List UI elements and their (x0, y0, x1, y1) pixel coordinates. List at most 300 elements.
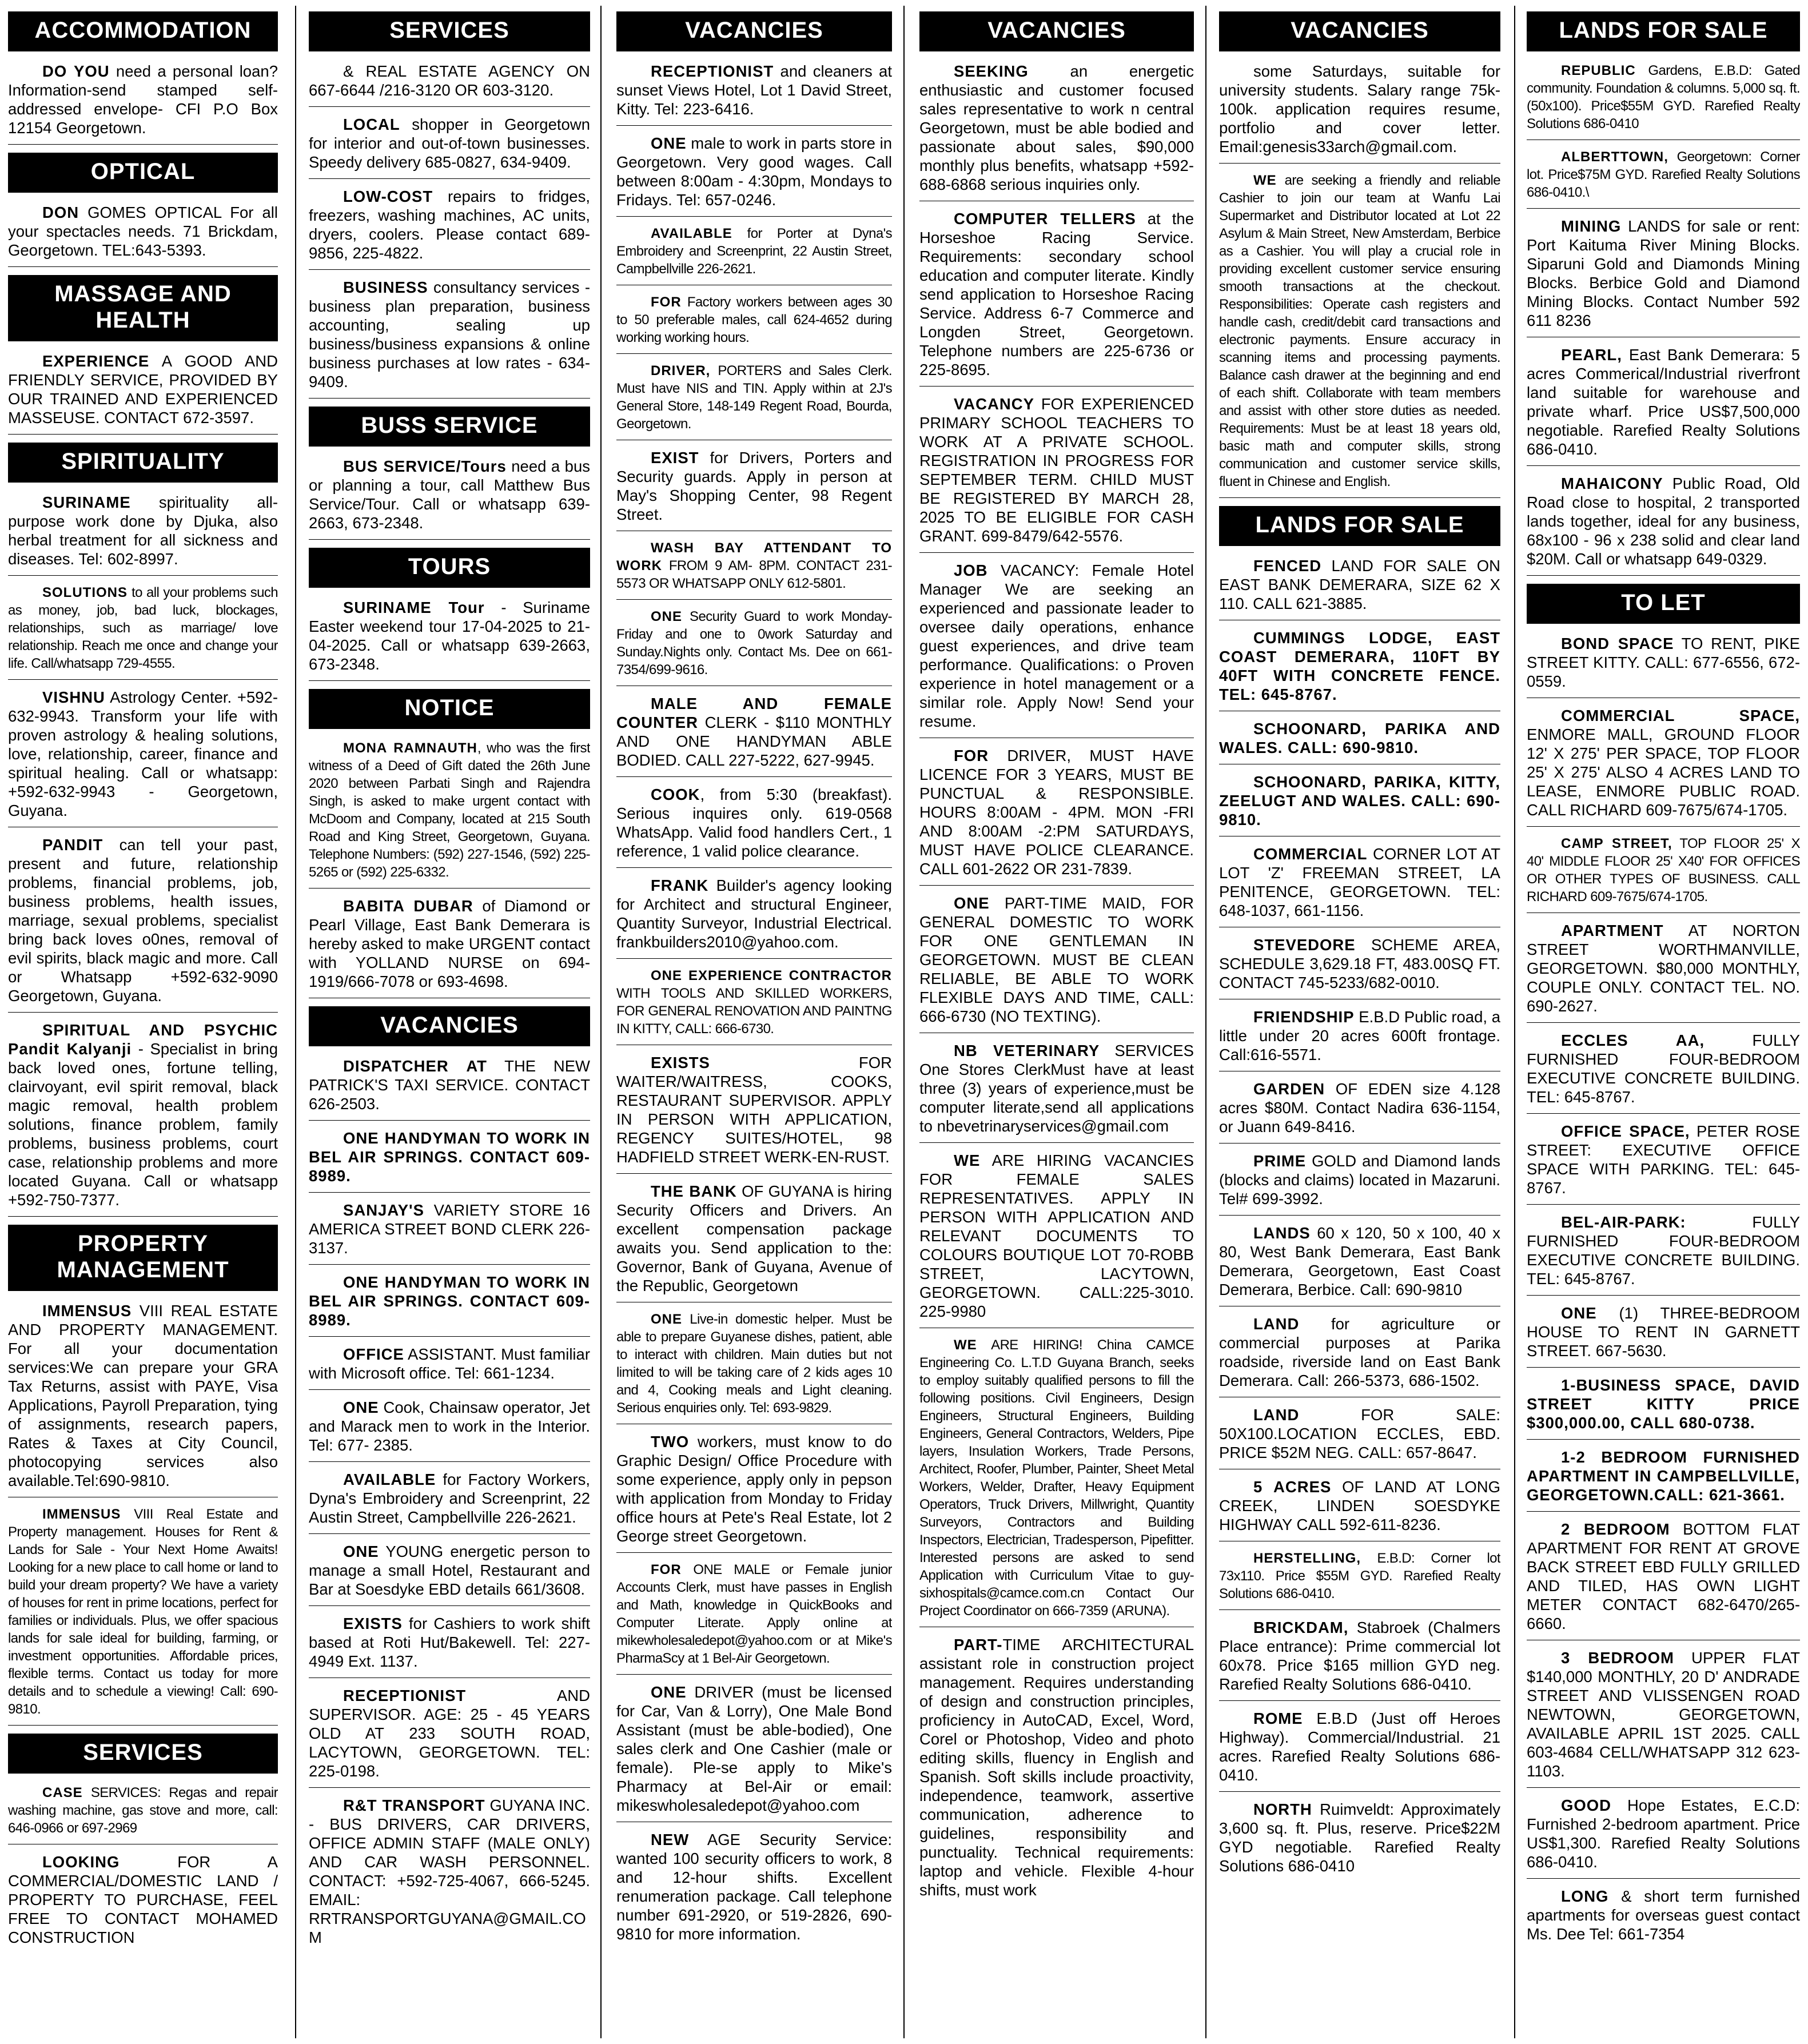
classified-ad (8, 688, 278, 827)
classified-ad (616, 785, 892, 868)
ad-text: THE NEW PATRICK'S TAXI SERVICE. CONTACT 626-2503. (309, 1057, 590, 1113)
ad-lead: JOB (954, 561, 988, 579)
classified-ad (919, 1635, 1194, 1906)
ad-lead: ROME (1253, 1710, 1303, 1727)
section-header: VACANCIES (616, 11, 892, 51)
ad-lead: ONE (651, 1683, 687, 1701)
ad-text: Ruimveldt: Approximately 3,600 sq. ft. Plus, reserve. Price$22M GYD negotiable. Rarefied Realty Solutions 686-0410 (1219, 1800, 1500, 1875)
classified-ad (1527, 921, 1800, 1023)
ad-lead: PRIME (1253, 1152, 1307, 1170)
classified-ad (8, 493, 278, 576)
section-header: BUSS SERVICE (309, 407, 590, 447)
ad-lead: WASH BAY ATTENDANT TO WORK (616, 540, 892, 573)
ad-text: GUYANA INC. - BUS DRIVERS, CAR DRIVERS, OFFICE ADMIN STAFF (MALE ONLY) AND CAR WASH PERSONNEL. CONTACT: +592-725-4067, 666-5245. EMAIL: RRTRANSPORTGUYANA@GMAIL.COM (309, 1796, 590, 1946)
column-1 (8, 8, 278, 2038)
ad-text: OF EDEN size 4.128 acres $80M. Contact Nadira 636-1154, or Juann 649-8416. (1219, 1080, 1500, 1135)
classified-ad (8, 835, 278, 1013)
classified-ad (616, 1683, 892, 1822)
classified-ad (1527, 1448, 1800, 1512)
ad-text: Hope Estates, E.C.D: Furnished 2-bedroom apartment. Price US$1,300. Rarefied Realty Solutions 686-0410. (1527, 1796, 1800, 1871)
ad-text: an energetic enthusiastic and customer focused sales representative to work n central Georgetown, must be able bodied and passionate about sales, $90,000 monthly plus benefits, whatsapp +592-688-6868 serious inquiries only. (919, 62, 1194, 193)
classified-ad (309, 1201, 590, 1265)
section-header: OPTICAL (8, 153, 278, 193)
ad-lead: FRIENDSHIP (1253, 1008, 1355, 1026)
ad-lead: DO YOU (42, 62, 110, 80)
ad-text: ARE HIRING VACANCIES FOR FEMALE SALES REPRESENTATIVES. APPLY IN PERSON WITH APPLICATION AND RELEVANT DOCUMENTS TO COLOURS BOUTIQUE LOT 70-ROBB STREET, LACYTOWN, GEORGETOWN. CALL:225-3010. 225-9980 (919, 1152, 1194, 1320)
ad-lead: ONE (651, 134, 687, 152)
ad-text: E.B.D: Corner lot 73x110. Price $55M GYD. Rarefied Realty Solutions 686-0410. (1219, 1551, 1500, 1601)
classified-ad (8, 1852, 278, 1954)
ad-text: WITH TOOLS AND SKILLED WORKERS, FOR GENERAL RENOVATION AND PAINTNG IN KITTY, CALL: 666-6730. (616, 986, 892, 1037)
ad-lead: WE (954, 1337, 977, 1353)
ad-text: Gardens, E.B.D: Gated community. Foundation & columns. 5,000 sq. ft. (50x100). Price$55M GYD. Rarefied Realty Solutions 686-0410 (1527, 63, 1800, 132)
ad-lead: DISPATCHER AT (343, 1057, 487, 1075)
ad-text: (1) THREE-BEDROOM HOUSE TO RENT IN GARNETT STREET. 667-5630. (1527, 1304, 1800, 1360)
classified-ad (309, 1796, 590, 1954)
classified-ad (1219, 628, 1500, 711)
ad-lead: LAND (1253, 1315, 1300, 1333)
classified-ad (1219, 1007, 1500, 1071)
classified-ad (919, 746, 1194, 886)
ad-text: Factory workers between ages 30 to 50 preferable males, call 624-4652 during working working hours. (616, 294, 892, 345)
classified-ad (919, 395, 1194, 553)
ad-text: Live-in domestic helper. Must be able to prepare Guyanese dishes, patient, able to interact with children. Main duties but not limited to will be taking care of 2 kids ages 10 and 4, Cooking meals and Light cleaning. Serious enquiries only. Tel: 693-9829. (616, 1312, 892, 1416)
ad-text: YOUNG energetic person to manage a small Hotel, Restaurant and Bar at Soesdyke EBD details 661/3608. (309, 1543, 590, 1598)
ad-lead: SANJAY'S (343, 1201, 424, 1219)
ad-lead: IMMENSUS (42, 1302, 132, 1320)
classified-ad (1219, 1079, 1500, 1143)
classified-ad (919, 62, 1194, 201)
ad-text: SERVICES: Regas and repair washing machine, gas stove and more, call: 646-0966 or 697-2969 (8, 1785, 278, 1836)
ad-text: GOMES OPTICAL For all your spectacles needs. 71 Brickdam, Georgetown. TEL:643-5393. (8, 204, 278, 259)
ad-text: AGE Security Service: wanted 100 security officers to work, 8 and 12-hour shifts. Excellent renumeration package. Call telephone number 691-2920, or 519-2826, 690-9810 for more information. (616, 1831, 892, 1943)
section-header: LANDS FOR SALE (1219, 506, 1500, 546)
classified-ad (616, 134, 892, 217)
ad-lead: RECEPTIONIST (651, 62, 774, 80)
classified-ad (1219, 772, 1500, 836)
ad-lead: WE (954, 1152, 981, 1169)
classified-ad (1527, 1376, 1800, 1440)
section-header: LANDS FOR SALE (1527, 11, 1800, 51)
column-4 (919, 8, 1194, 2038)
ad-text: workers, must know to do Graphic Design/ Office Procedure with some experience, apply only in pepson with application from Monday to Friday office hours at Pete's Real Estate, lot 2 George street Georgetown. (616, 1433, 892, 1545)
ad-lead: MONA RAMNAUTH (343, 740, 477, 756)
ad-lead: CASE (42, 1785, 83, 1800)
ad-text: CORNER LOT AT LOT 'Z' FREEMAN STREET, LA PENITENCE, GEORGETOWN. TEL: 648-1037, 661-1156. (1219, 845, 1500, 919)
section-header: VACANCIES (309, 1006, 590, 1046)
column-6 (1527, 8, 1800, 2038)
classified-ad (1527, 217, 1800, 337)
ad-text: ONE MALE or Female junior Accounts Clerk, must have passes in English and Math, knowledge in QuickBooks and Computer Literate. Apply online at mikewholesaledepot@yahoo.com or at Mike's PharmaScy at 1 Bel-Air Georgetown. (616, 1562, 892, 1666)
ad-text: DRIVER, MUST HAVE LICENCE FOR 3 YEARS, MUST BE PUNCTUAL & RESPONSIBLE. HOURS 8:00AM - 4PM. MON -FRI AND 8:00AM -2:PM SATURDAYS, MUST HAVE POLICE CLEARANCE. CALL 601-2622 OR 231-7839. (919, 747, 1194, 878)
classified-ad (1219, 1709, 1500, 1792)
section-header: VACANCIES (919, 11, 1194, 51)
ad-text: Astrology Center. +592-632-9943. Transform your life with proven astrology & healing solutions, love, relationship, career, finance and spiritual healing. Call or whatsapp: +592-632-9943 - Georgetown, Guyana. (8, 688, 278, 819)
ad-text: Public Road, Old Road close to hospital, 2 transported lands together, ideal for any business, 68x100 - 96 x 238 solid and clear land $20M. Call or whatsapp 649-0329. (1527, 475, 1800, 568)
classified-ad (1527, 1648, 1800, 1788)
column-3 (616, 8, 892, 2038)
ad-lead: BABITA DUBAR (343, 897, 473, 915)
classified-ad (1219, 1224, 1500, 1306)
ad-lead: GARDEN (1253, 1080, 1325, 1098)
ad-lead: SPIRITUAL AND PSYCHIC Pandit Kalyanji (8, 1021, 278, 1058)
ad-text: GOLD and Diamond lands (blocks and claims) located in Mazaruni. Tel# 699-3992. (1219, 1152, 1500, 1208)
classified-ad (616, 293, 892, 354)
classified-ad (8, 62, 278, 145)
ad-text: PORTERS and Sales Clerk. Must have NIS and TIN. Apply within at 2J's General Store, 148-149 Regent Road, Bourda, Georgetown. (616, 363, 892, 432)
ad-text: AT NORTON STREET WORTHMANVILLE, GEORGETOWN. $80,000 MONTHLY, COUPLE ONLY. CONTACT TEL. NO. 690-2627. (1527, 922, 1800, 1015)
section-header: ACCOMMODATION (8, 11, 278, 51)
classified-ad (616, 876, 892, 959)
ad-lead: STEVEDORE (1253, 936, 1356, 954)
ad-text: - Suriname Easter weekend tour 17-04-2025 to 21-04-2025. Call or whatsapp 639-2663, 673-2348. (309, 599, 590, 673)
classified-ad (1527, 345, 1800, 466)
ad-lead: ONE (343, 1543, 379, 1560)
ad-lead: SURINAME (42, 493, 131, 511)
classified-ad (616, 694, 892, 777)
classified-ad (616, 1830, 892, 1950)
ad-text: FOR EXPERIENCED PRIMARY SCHOOL TEACHERS TO WORK AT A PRIVATE SCHOOL. REGISTRATION IN PROGRESS FOR SEPTEMBER TERM. CHILD MUST BE REGISTERED BY MARCH 28, 2025 TO BE ELIGIBLE FOR CASH GRANT. 699-8479/642-5576. (919, 395, 1194, 545)
ad-text: TOP FLOOR 25' X 40' MIDDLE FLOOR 25' X40' FOR OFFICES OR OTHER TYPES OF BUSINESS. CALL RICHARD 609-7675/674-1705. (1527, 836, 1800, 905)
ad-lead: OFFICE SPACE, (1561, 1122, 1690, 1140)
classified-ad (1219, 556, 1500, 620)
classified-ad (309, 1686, 590, 1788)
classified-ad (309, 1614, 590, 1678)
section-header: MASSAGE AND HEALTH (8, 275, 278, 341)
ad-text: repairs to fridges, freezers, washing machines, AC units, dryers, coolers. Please contact 689-9856, 225-4822. (309, 188, 590, 262)
ad-lead: 1-2 BEDROOM FURNISHED APARTMENT IN CAMPBELLVILLE, GEORGETOWN.CALL: 621-3661. (1527, 1448, 1800, 1504)
ad-lead: FOR (954, 747, 989, 764)
section-header: TOURS (309, 548, 590, 588)
ad-lead: CUMMINGS LODGE, EAST COAST DEMERARA, 110FT BY 40FT WITH CONCRETE FENCE. TEL: 645-8767. (1219, 629, 1500, 703)
ad-text: at the Horseshoe Racing Service. Requirements: secondary school education and computer literate. Kindly send application to Horseshoe Racing Service. Address 6-7 Commerce and Longden Street, Georgetown. Telephone numbers are 225-6736 or 225-8695. (919, 210, 1194, 378)
ad-lead: REPUBLIC (1561, 63, 1636, 78)
ad-lead: ONE (343, 1398, 379, 1416)
classified-ad (1527, 1122, 1800, 1205)
column-divider (1205, 6, 1206, 2038)
classified-ad (1527, 474, 1800, 576)
ad-lead: LANDS (1253, 1224, 1311, 1242)
ad-lead: BRICKDAM, (1253, 1619, 1349, 1636)
ad-text: , from 5:30 (breakfast). Serious inquires only. 619-0568 WhatsApp. Valid food handlers Cert., 1 reference, 1 valid police clearance. (616, 786, 892, 860)
ad-lead: THE BANK (651, 1182, 737, 1200)
ad-lead: BUSINESS (343, 278, 428, 296)
ad-lead: COMMERCIAL SPACE, (1561, 707, 1800, 724)
ad-lead: LOW-COST (343, 188, 433, 205)
ad-text: need a personal loan? Information-send stamped self-addressed envelope- CFI P.O Box 12154 Georgetown. (8, 62, 278, 137)
classified-ad (1527, 1887, 1800, 1950)
ad-text: & REAL ESTATE AGENCY ON 667-6644 /216-3120 OR 603-3120. (309, 62, 590, 99)
ad-text: some Saturdays, suitable for university students. Salary range 75k-100k. application requires resume, portfolio and cover letter. Email:genesis33arch@gmail.com. (1219, 62, 1500, 156)
classified-ad (309, 187, 590, 270)
ad-lead: FENCED (1253, 557, 1322, 575)
ad-lead: ONE (651, 609, 683, 624)
classified-ad (8, 203, 278, 267)
classified-ad (616, 1310, 892, 1424)
ad-text: BOTTOM FLAT APARTMENT FOR RENT AT GROVE BACK STREET EBD FULLY GRILLED AND TILED, HAS OWN LIGHT METER CONTACT 682-6470/265-6660. (1527, 1520, 1800, 1632)
ad-lead: CAMP STREET, (1561, 836, 1672, 851)
ad-text: OF GUYANA is hiring Security Officers and Drivers. An excellent compensation package awaits you. Send application to the: Governor, Bank of Guyana, Avenue of the Republic, Georgetown (616, 1182, 892, 1294)
ad-lead: WE (1253, 173, 1277, 188)
classified-ad (1219, 1477, 1500, 1541)
ad-lead: VACANCY (954, 395, 1034, 413)
ad-lead: ONE HANDYMAN TO WORK IN BEL AIR SPRINGS. CONTACT 609-8989. (309, 1273, 590, 1329)
ad-text: & short term furnished apartments for overseas guest contact Ms. Dee Tel: 661-7354 (1527, 1887, 1800, 1943)
classified-ad (8, 1784, 278, 1844)
classified-ad (1527, 62, 1800, 140)
ad-lead: LONG (1561, 1887, 1609, 1905)
classified-ad (309, 1273, 590, 1337)
ad-lead: ALBERTTOWN, (1561, 149, 1668, 165)
ad-lead: PANDIT (42, 836, 103, 854)
classified-ad (309, 1129, 590, 1193)
ad-text: and cleaners at sunset Views Hotel, Lot 1 David Street, Kitty. Tel: 223-6416. (616, 62, 892, 118)
ad-text: SERVICES One Stores ClerkMust have at least three (3) years of experience,must be computer literate,send all applications to nbevetrinaryservices@gmail.com (919, 1042, 1194, 1135)
ad-text: FROM 9 AM- 8PM. CONTACT 231-5573 OR WHATSAPP ONLY 612-5801. (616, 558, 892, 591)
classified-ad (1219, 719, 1500, 764)
classified-ad (1219, 1800, 1500, 1882)
ad-lead: GOOD (1561, 1796, 1612, 1814)
classified-ad (8, 1021, 278, 1217)
classified-ad (616, 448, 892, 531)
ad-lead: BOND SPACE (1561, 635, 1674, 652)
classified-ad (919, 1336, 1194, 1627)
ad-text: UPPER FLAT $140,000 MONTHLY, 20 D' ANDRADE STREET AND VLISSENGEN ROAD NEWTOWN, GEORGETOWN, AVAILABLE APRIL 1ST 2025. CALL 603-4684 CELL/WHATSAPP 312 623-1103. (1527, 1649, 1800, 1780)
ad-lead: EXISTS (343, 1615, 403, 1632)
classified-ad (1527, 1031, 1800, 1114)
ad-lead: SCHOONARD, PARIKA, KITTY, ZEELUGT AND WALES. CALL: 690-9810. (1219, 773, 1500, 828)
section-header: SERVICES (8, 1734, 278, 1774)
ad-lead: R&T TRANSPORT (343, 1796, 485, 1814)
ad-text: PETER ROSE STREET: EXECUTIVE OFFICE SPACE WITH PARKING. TEL: 645-8767. (1527, 1122, 1800, 1197)
classified-ad (309, 62, 590, 107)
ad-text: ENMORE MALL, GROUND FLOOR 12' X 275' PER SPACE, TOP FLOOR 25' X 275' ALSO 4 ACRES LAND TO LEASE, ENMORE PUBLIC ROAD. CALL RICHARD 609-7675/674-1705. (1527, 726, 1800, 819)
ad-text: for Drivers, Porters and Security guards. Apply in person at May's Shopping Center, 98 Regent Street. (616, 449, 892, 523)
classified-ad (309, 1542, 590, 1606)
ad-lead: BUS SERVICE/Tours (343, 457, 507, 475)
ad-lead: OFFICE (343, 1345, 404, 1363)
classified-ad (309, 278, 590, 399)
ad-text: , who was the first witness of a Deed of Gift dated the 26th June 2020 between Parbati Singh and Rajendra Singh, is asked to make urgent contact with McDoom and Company, located at 215 South Road and King Street, Georgetown, Guyana. Telephone Numbers: (592) 227-1546, (592) 225-5265 or (592) 225-6332. (309, 740, 590, 880)
classified-ad (919, 894, 1194, 1033)
classified-ad (1219, 1618, 1500, 1701)
ad-text: for agriculture or commercial purposes at Parika roadside, riverside land on East Bank Demerara. Call: 266-5373, 686-1502. (1219, 1315, 1500, 1389)
classified-ad (309, 115, 590, 179)
classified-ad (616, 539, 892, 600)
ad-text: AND SUPERVISOR. AGE: 25 - 45 YEARS OLD AT 233 SOUTH ROAD, LACYTOWN, GEORGETOWN. TEL: 225-0198. (309, 1687, 590, 1780)
ad-lead: AVAILABLE (651, 226, 732, 241)
ad-text: PART-TIME MAID, FOR GENERAL DOMESTIC TO WORK FOR ONE GENTLEMAN IN GEORGETOWN. MUST BE CLEAN RELIABLE, BE ABLE TO WORK FLEXIBLE DAYS AND TIME, CALL: 666-6730 (NO TEXTING). (919, 894, 1194, 1025)
section-header: VACANCIES (1219, 11, 1500, 51)
ad-lead: FOR (651, 1562, 682, 1577)
classified-ad (616, 967, 892, 1045)
column-divider (1514, 6, 1515, 2038)
ad-text: need a bus or planning a tour, call Matthew Bus Service/Tour. Call or whatsapp 639-2663, 673-2348. (309, 457, 590, 532)
ad-lead: NEW (651, 1831, 690, 1848)
ad-text: - Specialist in bring back loved ones, fortune telling, clairvoyant, evil spirit removal, black magic removal, health problem solutions, finance problem, family problems, business problems, court case, relationship problems and more located Guyana. Call or whatsapp +592-750-7377. (8, 1040, 278, 1209)
ad-lead: ONE (651, 1312, 683, 1327)
ad-lead: ONE (1561, 1304, 1597, 1322)
ad-text: Builder's agency looking for Architect and structural Engineer, Quantity Surveyor, Industrial Electrical. frankbuilders2010@yahoo.com. (616, 876, 892, 951)
ad-lead: COOK (651, 786, 700, 803)
classified-ad (616, 1053, 892, 1174)
ad-lead: FOR (651, 294, 682, 310)
classified-ad (616, 608, 892, 686)
section-header: PROPERTY MANAGEMENT (8, 1225, 278, 1291)
ad-lead: COMMERCIAL (1253, 845, 1368, 863)
ad-text: ARE HIRING! China CAMCE Engineering Co. L.T.D Guyana Branch, seeks to employ suitably qualified persons to fill the following positions. Civil Engineers, Design Engineers, Structural Engineers, Building Engineers, General Contractors, Welders, Pipe layers, Insulation Workers, Trade Persons, Architect, Roofer, Plumber, Painter, Sheet Metal Workers, Welder, Drafter, Heavy Equipment Operators, Truck Drivers, Millwright, Quantity Surveyors, Contractors and Building Inspectors, Electrician, Tradesperson, Pipefitter. Interested persons are asked to send Application with Curriculum Vitae to guy-sixhospitals@camce.com.cn Contact Our Project Coordinator on 666-7359 (ARUNA). (919, 1337, 1194, 1619)
ad-lead: HERSTELLING, (1253, 1551, 1361, 1566)
ad-text: are seeking a friendly and reliable Cashier to join our team at Wanfu Lai Supermarket and Distributor located at Lot 22 Asylum & Main Street, New Amsterdam, Berbice as a Cashier. You will play a crucial role in providing excellent customer service ensuring smooth transactions at the checkout. Responsibilities: Operate cash registers and handle cash, credit/debit card transactions and electronic payments. Ensure accuracy in scanning items and processing payments. Balance cash drawer at the beginning and end of each shift. Collaborate with team members and assist with other store duties as needed. Requirements: Must be at least 18 years old, basic math and computer skills, strong communication and customer service skills, fluent in Chinese and English. (1219, 173, 1500, 489)
classified-ad (309, 897, 590, 998)
ad-lead: MAHAICONY (1561, 475, 1663, 492)
classified-ad (1527, 1213, 1800, 1296)
classified-ad (1219, 1314, 1500, 1397)
ad-text: spirituality all-purpose work done by Djuka, also herbal treatment for all sickness and diseases. Tel: 602-8997. (8, 493, 278, 568)
ad-text: 60 x 120, 50 x 100, 40 x 80, West Bank Demerara, East Bank Demerara, Georgetown, East Coast Demerara, Berbice. Call: 690-9810 (1219, 1224, 1500, 1298)
ad-text: Cook, Chainsaw operator, Jet and Marack men to work in the Interior. Tel: 677- 2385. (309, 1398, 590, 1454)
ad-text: DRIVER (must be licensed for Car, Van & Lorry), One Male Bond Assistant (must be able-bodied), One sales clerk and One Cashier (male or female). Ple-se apply to Mike's Pharmacy at Bel-Air or email: mikeswholesaledepot@yahoo.com (616, 1683, 892, 1814)
ad-text: TO RENT, PIKE STREET KITTY. CALL: 677-6556, 672-0559. (1527, 635, 1800, 690)
ad-lead: BEL-AIR-PARK: (1561, 1213, 1686, 1231)
classified-ad (8, 1505, 278, 1726)
section-header: NOTICE (309, 689, 590, 729)
classified-ad (8, 1301, 278, 1497)
ad-lead: ONE HANDYMAN TO WORK IN BEL AIR SPRINGS. CONTACT 609-8989. (309, 1129, 590, 1185)
ad-text: OF LAND AT LONG CREEK, LINDEN SOESDYKE HIGHWAY CALL 592-611-8236. (1219, 1478, 1500, 1533)
ad-lead: PART- (954, 1636, 1003, 1653)
classified-ad (1219, 62, 1500, 164)
classified-ad (309, 598, 590, 681)
ad-lead: ECCLES AA, (1561, 1031, 1705, 1049)
classified-ad (1527, 148, 1800, 209)
ad-lead: LOCAL (343, 115, 400, 133)
ad-text: for Porter at Dyna's Embroidery and Screenprint, 22 Austin Street, Campbellville 226-2621. (616, 226, 892, 277)
ad-text: Stabroek (Chalmers Place entrance): Prime commercial lot 60x78. Price $165 million GYD neg. Rarefied Realty Solutions 686-0410. (1219, 1619, 1500, 1693)
classified-ad (309, 457, 590, 540)
column-divider (903, 6, 905, 2038)
classified-ad (1527, 706, 1800, 827)
ad-text: LANDS for sale or rent: Port Kaituma River Mining Blocks. Siparuni Gold and Diamonds Mining Blocks. Berbice Gold and Diamond Mining Blocks. Contact Number 592 611 8236 (1527, 217, 1800, 329)
ad-lead: SURINAME Tour (343, 599, 485, 616)
classified-ad (616, 62, 892, 126)
ad-text: E.B.D Public road, a little under 20 acres 600ft frontage. Call:616-5571. (1219, 1008, 1500, 1063)
ad-lead: APARTMENT (1561, 922, 1664, 939)
classified-ad (919, 1151, 1194, 1328)
ad-lead: RECEPTIONIST (343, 1687, 467, 1704)
ad-text: CLERK - $110 MONTHLY AND ONE HANDYMAN ABLE BODIED. CALL 227-5222, 627-9945. (616, 714, 892, 769)
ad-text: for Cashiers to work shift based at Roti Hut/Bakewell. Tel: 227-4949 Ext. 1137. (309, 1615, 590, 1670)
classified-ad (8, 352, 278, 435)
classified-ad (616, 1432, 892, 1553)
ad-text: LAND FOR SALE ON EAST BANK DEMERARA, SIZE 62 X 110. CALL 621-3885. (1219, 557, 1500, 612)
classified-ad (309, 739, 590, 888)
ad-text: SCHEME AREA, SCHEDULE 3,629.18 FT, 483.00SQ FT. CONTACT 745-5233/682-0010. (1219, 936, 1500, 991)
classified-ad (1219, 1405, 1500, 1469)
classified-ad (616, 1561, 892, 1675)
ad-lead: IMMENSUS (42, 1507, 121, 1522)
classified-ad (919, 561, 1194, 738)
ad-text: FULLY FURNISHED FOUR-BEDROOM EXECUTIVE CONCRETE BUILDING. TEL: 645-8767. (1527, 1213, 1800, 1288)
ad-text: A GOOD AND FRIENDLY SERVICE, PROVIDED BY OUR TRAINED AND EXPERIENCED MASSEUSE. CONTACT 672-3597. (8, 352, 278, 427)
column-2 (309, 8, 590, 2038)
section-header: TO LET (1527, 584, 1800, 624)
classified-ad (616, 225, 892, 285)
ad-text: Georgetown: Corner lot. Price$75M GYD. Rarefied Realty Solutions 686-0410.\ (1527, 149, 1800, 200)
ad-lead: DON (42, 204, 79, 221)
ad-lead: VISHNU (42, 688, 105, 706)
ad-text: FOR A COMMERCIAL/DOMESTIC LAND / PROPERTY TO PURCHASE, FEEL FREE TO CONTACT MOHAMED CONSTRUCTION (8, 1853, 278, 1946)
classified-ad (1527, 1520, 1800, 1640)
classified-ad (1219, 935, 1500, 999)
classified-ad (919, 1041, 1194, 1143)
classified-ad (309, 1398, 590, 1462)
ad-text: Security Guard to work Monday-Friday and one to 0work Saturday and Sunday.Nights only. Contact Ms. Dee on 661-7354/699-9616. (616, 609, 892, 678)
ad-text: of Diamond or Pearl Village, East Bank Demerara is hereby asked to make URGENT contact with YOLLAND NURSE on 694-1919/666-7078 or 693-4698. (309, 897, 590, 990)
ad-text: to all your problems such as money, job, bad luck, blockages, relationships, such as marriage/ love relationship. Reach me once and change your life. Call/whatsapp 729-4555. (8, 585, 278, 671)
ad-lead: LOOKING (42, 1853, 120, 1871)
classified-ad (1527, 1304, 1800, 1368)
ad-text: VIII Real Estate and Property management. Houses for Rent & Lands for Sale - Your Next Home Awaits! Looking for a new place to call home or land to build your dream property? We have a variety of houses for rent in prime locations, perfect for families or individuals. Plus, we offer spacious lands for sale ideal for building, farming, or investment opportunities. Affordable prices, flexible terms. Contact us today for more details and to schedule a viewing! Call: 690-9810. (8, 1507, 278, 1717)
classified-ad (309, 1057, 590, 1121)
column-divider (600, 6, 602, 2038)
ad-text: ASSISTANT. Must familiar with Microsoft office. Tel: 661-1234. (309, 1345, 590, 1382)
ad-text: consultancy services - business plan preparation, business accounting, sealing up business/business expansions & online business purchases at low rates - 634-9409. (309, 278, 590, 391)
ad-text: VARIETY STORE 16 AMERICA STREET BOND CLERK 226-3137. (309, 1201, 590, 1257)
ad-lead: 5 ACRES (1253, 1478, 1332, 1496)
classified-ad (309, 1470, 590, 1534)
ad-text: shopper in Georgetown for interior and out-of-town businesses. Speedy delivery 685-0827, 634-9409. (309, 115, 590, 171)
ad-text: for Factory Workers, Dyna's Embroidery and Screenprint, 22 Austin Street, Campbellville 226-2621. (309, 1471, 590, 1526)
ad-lead: NB VETERINARY (954, 1042, 1100, 1059)
ad-lead: 2 BEDROOM (1561, 1520, 1670, 1538)
classified-ad (919, 209, 1194, 387)
ad-text: FULLY FURNISHED FOUR-BEDROOM EXECUTIVE CONCRETE BUILDING. TEL: 645-8767. (1527, 1031, 1800, 1106)
classified-ad (1219, 1549, 1500, 1610)
ad-lead: EXIST (651, 449, 699, 467)
classified-ad (1219, 1152, 1500, 1216)
ad-lead: MINING (1561, 217, 1622, 235)
ad-lead: SCHOONARD, PARIKA AND WALES. CALL: 690-9810. (1219, 720, 1500, 756)
ad-lead: MALE AND FEMALE COUNTER (616, 695, 892, 731)
classified-ad (1527, 634, 1800, 698)
ad-lead: TWO (651, 1433, 690, 1451)
ad-text: East Bank Demerara: 5 acres Commerical/Industrial riverfront land suitable for warehouse and private wharf. Price US$7,500,000 negotiable. Rarefied Realty Solutions 686-0410. (1527, 346, 1800, 458)
ad-lead: LAND (1253, 1406, 1300, 1424)
classified-ad (616, 362, 892, 440)
ad-text: FOR WAITER/WAITRESS, COOKS, RESTAURANT SUPERVISOR. APPLY IN PERSON WITH APPLICATION, REGENCY SUITES/HOTEL, 98 HADFIELD STREET WERK-EN-RUST. (616, 1054, 892, 1166)
ad-text: E.B.D (Just off Heroes Highway). Commercial/Industrial. 21 acres. Rarefied Realty Solutions 686-0410. (1219, 1710, 1500, 1784)
column-5 (1219, 8, 1500, 2038)
ad-text: FOR SALE: 50X100.LOCATION ECCLES, EBD. PRICE $52M NEG. CALL: 657-8647. (1219, 1406, 1500, 1461)
ad-lead: SEEKING (954, 62, 1029, 80)
ad-text: TIME ARCHITECTURAL assistant role in construction project management. Requires understanding of design and construction principles, proficiency in AutoCAD, Excel, Word, Corel or Photoshop, Video and photo editing skills, fluency in English and Spanish. Soft skills include proactivity, independence, teamwork, assertive communication, adherence to guidelines, responsibility and punctuality. Technical requirements: laptop and vehicle. Flexible 4-hour shifts, must work (919, 1636, 1194, 1899)
classified-ad (616, 1182, 892, 1302)
ad-text: VIII REAL ESTATE AND PROPERTY MANAGEMENT. For all your documentation services:We can prepare your GRA Tax Returns, assist with PAYE, Visa Applications, Payroll Preparation, tying of assignments, research papers, Rates & Taxes at City Council, photocopying services also available.Tel:690-9810. (8, 1302, 278, 1489)
ad-text: male to work in parts store in Georgetown. Very good wages. Call between 8:00am - 4:30pm, Mondays to Fridays. Tel: 657-0246. (616, 134, 892, 209)
ad-lead: COMPUTER TELLERS (954, 210, 1136, 228)
section-header: SERVICES (309, 11, 590, 51)
ad-lead: ONE EXPERIENCE CONTRACTOR (651, 968, 892, 983)
ad-lead: FRANK (651, 876, 709, 894)
ad-lead: DRIVER, (651, 363, 711, 378)
ad-lead: SOLUTIONS (42, 585, 128, 600)
classified-ad (1527, 835, 1800, 913)
ad-text: VACANCY: Female Hotel Manager We are seeking an experienced and passionate leader to oversee daily operations, enhance guest experiences, and drive team performance. Qualifications: o Proven experience in hotel management or a similar role. Apply Now! Send your resume. (919, 561, 1194, 730)
ad-lead: PEARL, (1561, 346, 1622, 364)
ad-lead: NORTH (1253, 1800, 1312, 1818)
ad-lead: ONE (954, 894, 990, 912)
